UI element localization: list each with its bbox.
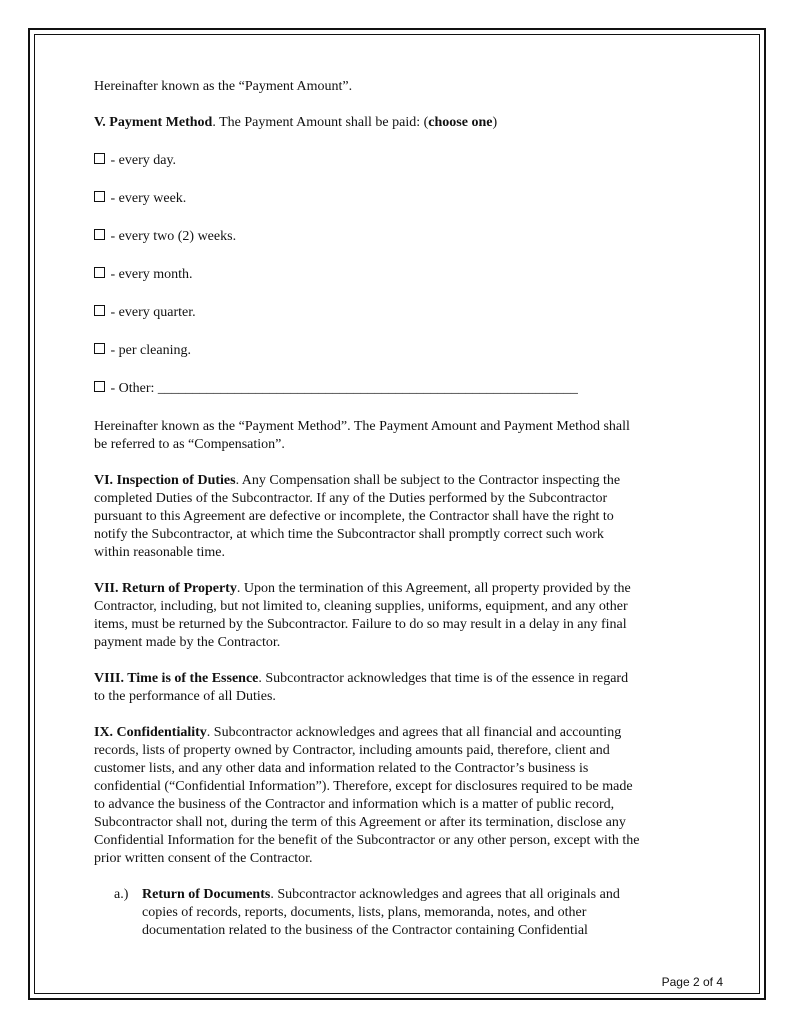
section-vii-line1: VII. Return of Property. Upon the termination of this Agreement, all property provided by the bbox=[94, 581, 631, 596]
section-vi-heading: VI. Inspection of Duties bbox=[94, 473, 236, 488]
subsection-a bbox=[114, 886, 706, 940]
section-viii-line1: VIII. Time is of the Essence. Subcontractor acknowledges that time is of the essence in regard bbox=[94, 671, 629, 686]
subsection-a-text bbox=[142, 886, 706, 940]
checkbox-other[interactable] bbox=[94, 381, 105, 392]
section-vi-line1: VI. Inspection of Duties. Any Compensation shall be subject to the Contractor inspecting the bbox=[94, 473, 621, 488]
section-ix-line7: Confidential Information for the benefit of the Subcontractor or any other person, except with the bbox=[94, 833, 640, 848]
after-options-line1: Hereinafter known as the “Payment Method”. The Payment Amount and Payment Method shall bbox=[94, 419, 630, 434]
section-v: V. Payment Method. The Payment Amount shall be paid: (choose one) bbox=[94, 115, 498, 130]
option-other bbox=[94, 380, 706, 398]
section-viii-line2: to the performance of all Duties. bbox=[94, 689, 276, 704]
section-ix-line2: records, lists of property owned by Contractor, including amounts paid, therefore, client and bbox=[94, 743, 610, 758]
checkbox-every-quarter[interactable] bbox=[94, 305, 105, 316]
checkbox-every-week[interactable] bbox=[94, 191, 105, 202]
section-ix-heading: IX. Confidentiality bbox=[94, 725, 207, 740]
option-per-cleaning: - per cleaning. bbox=[94, 342, 706, 360]
section-vii-heading: VII. Return of Property bbox=[94, 581, 237, 596]
document-body bbox=[94, 78, 706, 940]
section-ix-line6: Subcontractor shall not, during the term of this Agreement or after its termination, disclose any bbox=[94, 815, 626, 830]
checkbox-every-day[interactable] bbox=[94, 153, 105, 164]
option-every-week: - every week. bbox=[94, 190, 706, 208]
option-every-day: - every day. bbox=[94, 152, 706, 170]
subsection-a-heading: Return of Documents bbox=[142, 887, 271, 902]
section-ix-line1: IX. Confidentiality. Subcontractor acknowledges and agrees that all financial and accounting bbox=[94, 725, 622, 740]
option-every-quarter: - every quarter. bbox=[94, 304, 706, 322]
checkbox-every-month[interactable] bbox=[94, 267, 105, 278]
subsection-a-line1: Return of Documents. Subcontractor acknowledges and agrees that all originals and bbox=[142, 887, 620, 902]
subsection-a-label: a.) bbox=[114, 887, 129, 902]
page-number: Page 2 of 4 bbox=[661, 975, 723, 989]
section-vi-line3: pursuant to this Agreement are defective or incomplete, the Contractor shall have the right to bbox=[94, 509, 614, 524]
subsection-a-line3: documentation related to the business of the Contractor containing Confidential bbox=[142, 923, 588, 938]
option-every-two-weeks: - every two (2) weeks. bbox=[94, 228, 706, 246]
other-field[interactable]: - Other: ____________________________________________________________ bbox=[110, 381, 578, 396]
section-vii-line3: items, must be returned by the Subcontractor. Failure to do so may result in a delay in any final bbox=[94, 617, 627, 632]
checkbox-per-cleaning[interactable] bbox=[94, 343, 105, 354]
section-vi-line4: notify the Subcontractor, at which time the Subcontractor shall promptly correct such work bbox=[94, 527, 604, 542]
section-vi-line2: completed Duties of the Subcontractor. If any of the Duties performed by the Subcontractor bbox=[94, 491, 608, 506]
section-v-heading: V. Payment Method bbox=[94, 115, 213, 130]
section-vi-line5: within reasonable time. bbox=[94, 545, 226, 560]
checkbox-every-two-weeks[interactable] bbox=[94, 229, 105, 240]
section-vii-line4: payment made by the Contractor. bbox=[94, 635, 281, 650]
section-ix-line8: prior written consent of the Contractor. bbox=[94, 851, 313, 866]
section-ix-line5: to advance the business of the Contractor and information which is a matter of public record, bbox=[94, 797, 615, 812]
option-every-month: - every month. bbox=[94, 266, 706, 284]
section-ix-line4: confidential (“Confidential Information”). Therefore, except for disclosures required to be made bbox=[94, 779, 633, 794]
section-viii-heading: VIII. Time is of the Essence bbox=[94, 671, 259, 686]
intro-line: Hereinafter known as the “Payment Amount”. bbox=[94, 79, 353, 94]
after-options-line2: be referred to as “Compensation”. bbox=[94, 437, 285, 452]
section-ix-line3: customer lists, and any other data and information related to the Contractor’s business is bbox=[94, 761, 589, 776]
subsection-a-line2: copies of records, reports, documents, lists, plans, memoranda, notes, and other bbox=[142, 905, 587, 920]
section-vii-line2: Contractor, including, but not limited to, cleaning supplies, uniforms, equipment, and any other bbox=[94, 599, 628, 614]
